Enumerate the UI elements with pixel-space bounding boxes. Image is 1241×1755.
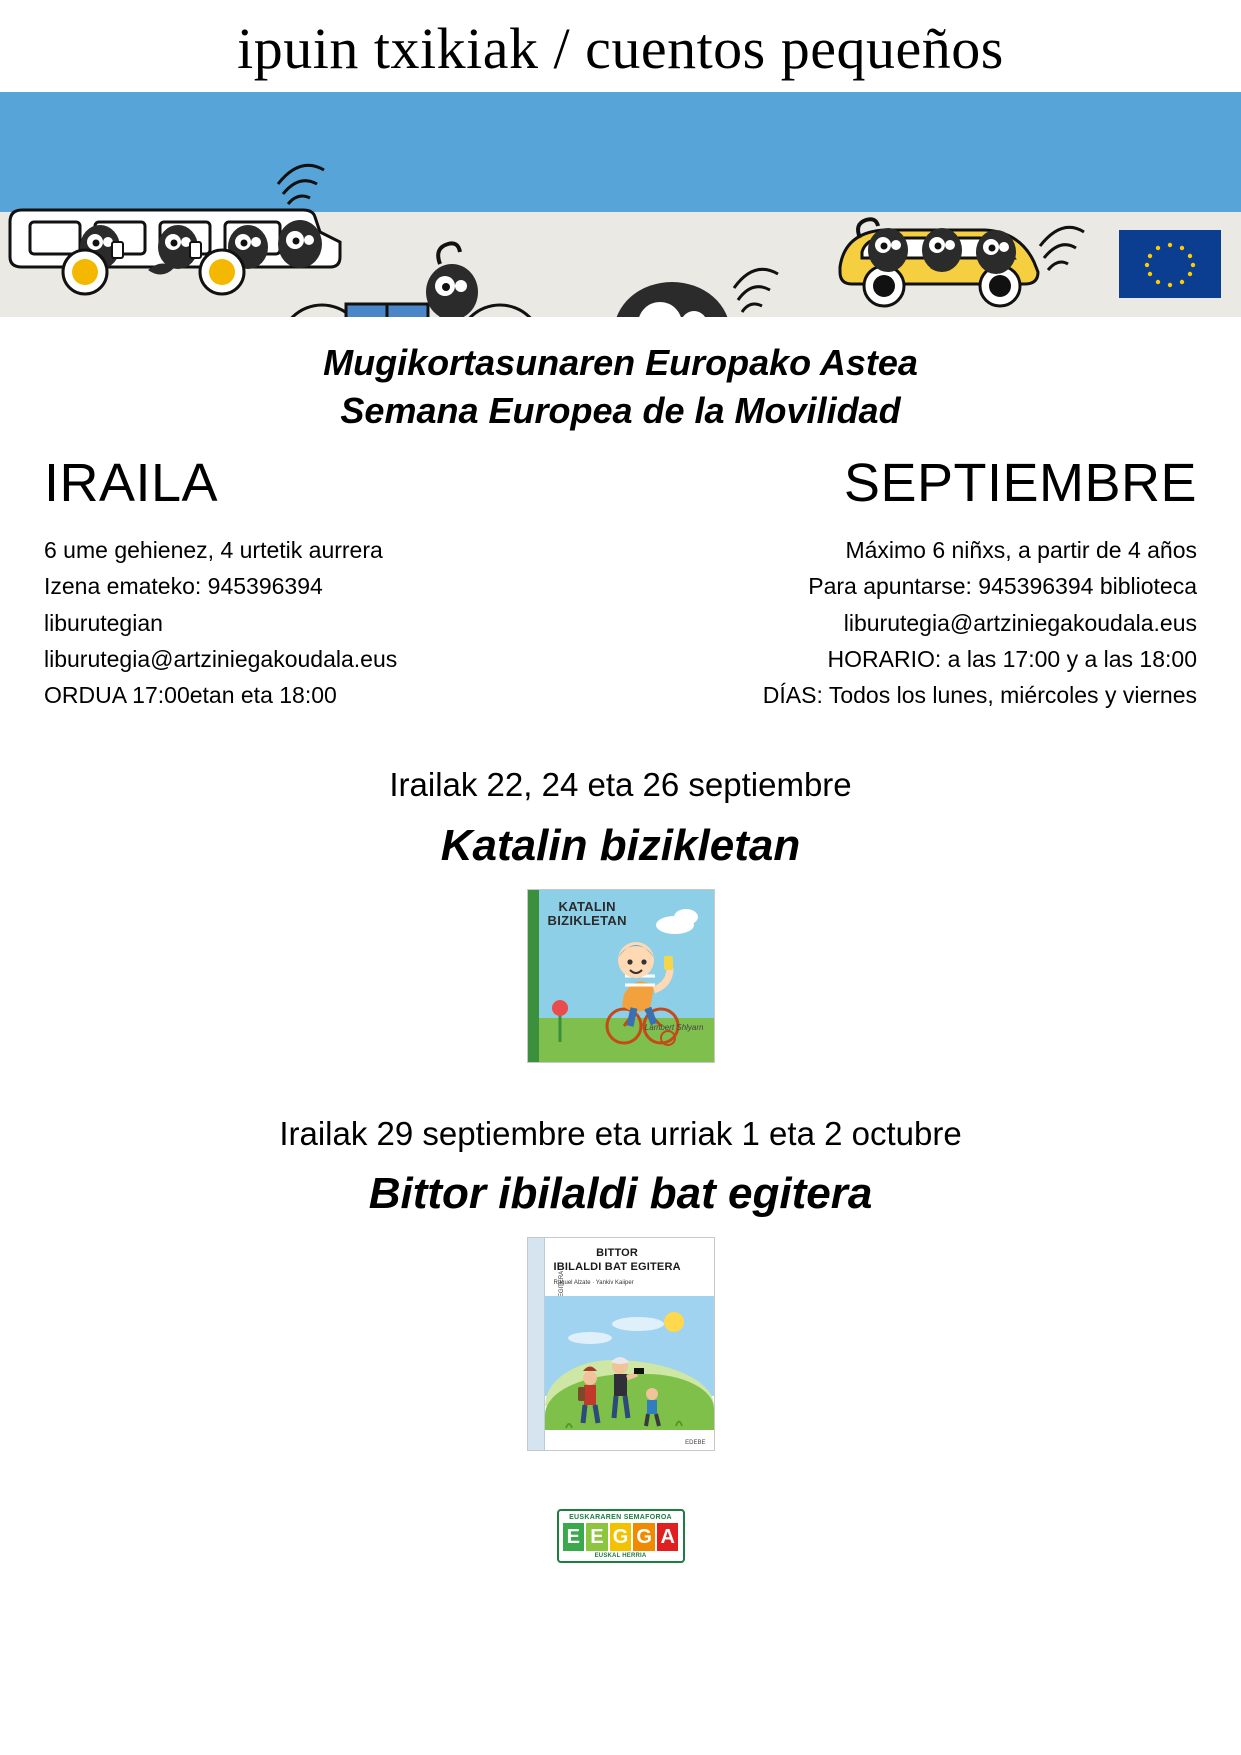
cover-title: KATALIN BIZIKLETAN	[547, 898, 627, 929]
info-line: 6 ume gehienez, 4 urtetik aurrera	[44, 537, 383, 564]
logo-letter: G	[610, 1523, 632, 1551]
session-date: Irailak 29 septiembre eta urriak 1 eta 2 octubre	[279, 1114, 962, 1152]
logo-letter: E	[563, 1523, 585, 1551]
european-union-flag	[1119, 230, 1221, 298]
session-2	[0, 1113, 1241, 1452]
info-line: liburutegian	[44, 609, 163, 636]
session-date: Irailak 22, 24 eta 26 septiembre	[389, 765, 852, 803]
logo-bottom-text: EUSKAL HERRIA	[594, 1553, 647, 1560]
subtitle-es: Semana Europea de la Movilidad	[340, 389, 901, 431]
euskararen-semaforoa-logo	[557, 1509, 685, 1563]
cover-illustration	[528, 1238, 714, 1450]
session-book-title: Bittor ibilaldi bat egitera	[368, 1169, 873, 1219]
logo-letters	[563, 1523, 679, 1551]
logo-letter: E	[586, 1523, 608, 1551]
eu-stars	[1120, 231, 1220, 297]
info-columns	[0, 452, 1241, 714]
banner-vehicles-svg	[0, 92, 1241, 317]
info-line: HORARIO: a las 17:00 y a las 18:00	[827, 646, 1197, 673]
logo-top-text: EUSKARAREN SEMAFOROA	[569, 1514, 672, 1522]
footer	[0, 1509, 1241, 1563]
info-line: DÍAS: Todos los lunes, miércoles y viernes	[762, 682, 1197, 709]
column-spanish	[655, 452, 1197, 714]
banner-illustration	[0, 92, 1241, 317]
cover-illustration	[528, 890, 714, 1062]
book-cover-katalin-bizikletan	[527, 889, 715, 1063]
info-line: ORDUA 17:00etan eta 18:00	[44, 682, 337, 709]
subtitle-eu: Mugikortasunaren Europako Astea	[323, 342, 918, 383]
month-heading-basque: IRAILA	[44, 453, 219, 514]
book-cover-bittor-ibilaldi-bat-egitera	[527, 1237, 715, 1451]
info-line: liburutegia@artziniegakoudala.eus	[44, 646, 398, 673]
column-basque	[44, 452, 586, 714]
session-book-title: Katalin bizikletan	[440, 820, 801, 870]
poster-title-bar	[0, 0, 1241, 92]
info-line: Máximo 6 niñxs, a partir de 4 años	[845, 537, 1197, 564]
session-cover-wrapper	[0, 1237, 1241, 1451]
logo-letter: G	[633, 1523, 655, 1551]
info-line: Para apuntarse: 945396394 biblioteca	[808, 573, 1197, 600]
logo-letter: A	[657, 1523, 679, 1551]
cover-author: Lambert Shlyarn	[644, 1022, 704, 1032]
month-heading-spanish: SEPTIEMBRE	[843, 453, 1197, 514]
info-line: liburutegia@artziniegakoudala.eus	[843, 609, 1197, 636]
cover-publisher: EDEBE	[685, 1440, 706, 1447]
event-subtitle	[0, 339, 1241, 434]
session-1	[0, 764, 1241, 1063]
cover-title: BITTOR IBILALDI BAT EGITERA	[553, 1247, 681, 1273]
page-title: ipuin txikiak / cuentos pequeños	[237, 15, 1004, 81]
session-cover-wrapper	[0, 889, 1241, 1063]
info-line: Izena emateko: 945396394	[44, 573, 323, 600]
cover-authors: Raquel Alzate · Yankiv Kaiiper	[553, 1280, 634, 1287]
